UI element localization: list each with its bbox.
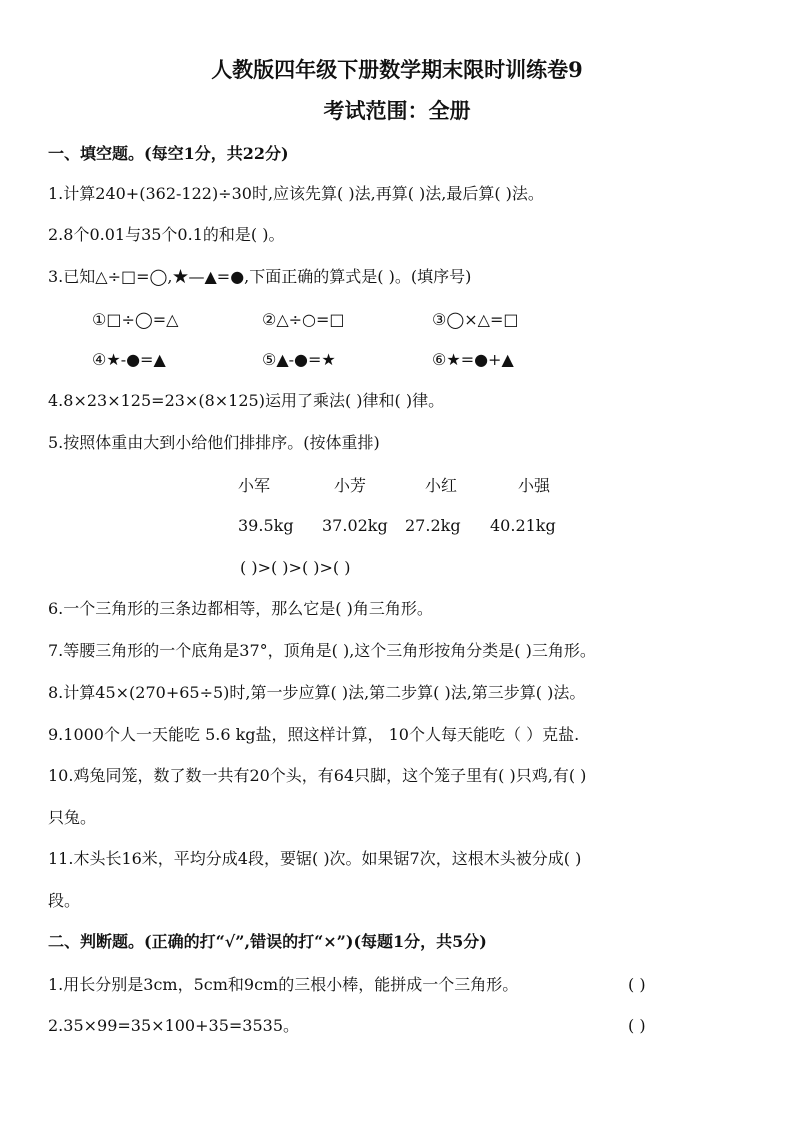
option-1: ①□÷◯=△ xyxy=(92,310,179,329)
section-2-heading: 二、判断题。(正确的打“√”,错误的打“×”)(每题1分，共5分) xyxy=(48,932,487,951)
question-1-5: 5.按照体重由大到小给他们排排序。(按体重排) xyxy=(48,433,380,452)
option-2: ②△÷○=□ xyxy=(262,310,345,329)
option-3: ③◯×△=□ xyxy=(432,310,519,329)
question-1-10: 10.鸡兔同笼，数了数一共有20个头，有64只脚，这个笼子里有( )只鸡,有( ) xyxy=(48,766,587,785)
weight-xiaofang: 37.02kg xyxy=(322,516,388,535)
name-xiaohong: 小红 xyxy=(425,476,458,495)
weight-xiaohong: 27.2kg xyxy=(405,516,461,535)
question-1-10-cont: 只兔。 xyxy=(48,808,97,827)
weight-xiaoqiang: 40.21kg xyxy=(490,516,556,535)
question-1-9: 9.1000个人一天能吃 5.6 kg盐，照这样计算， 10个人每天能吃（ ）克盐. xyxy=(48,725,580,744)
name-xiaojun: 小军 xyxy=(238,476,271,495)
answer-blank-2-1: ( ) xyxy=(628,975,646,994)
question-1-7: 7.等腰三角形的一个底角是37°，顶角是( ),这个三角形按角分类是( )三角形。 xyxy=(48,641,596,660)
question-1-6: 6.一个三角形的三条边都相等，那么它是( )角三角形。 xyxy=(48,599,433,618)
question-2-2: 2.35×99=35×100+35=3535。 xyxy=(48,1016,299,1035)
question-1-11-cont: 段。 xyxy=(48,891,81,910)
answer-blank-2-2: ( ) xyxy=(628,1016,646,1035)
order-blanks: ( )>( )>( )>( ) xyxy=(240,558,351,577)
question-1-1: 1.计算240+(362-122)÷30时,应该先算( )法,再算( )法,最后算( )法。 xyxy=(48,184,544,203)
page-title: 人教版四年级下册数学期末限时训练卷9 xyxy=(211,57,583,82)
name-xiaoqiang: 小强 xyxy=(518,476,551,495)
name-xiaofang: 小芳 xyxy=(334,476,367,495)
page-subtitle: 考试范围：全册 xyxy=(323,98,471,123)
option-6: ⑥★=●+▲ xyxy=(432,350,514,369)
question-1-4: 4.8×23×125=23×(8×125)运用了乘法( )律和( )律。 xyxy=(48,391,445,410)
question-1-3: 3.已知△÷□=◯,★—▲=●,下面正确的算式是( )。(填序号) xyxy=(48,267,472,286)
weight-xiaojun: 39.5kg xyxy=(238,516,294,535)
question-1-2: 2.8个0.01与35个0.1的和是( )。 xyxy=(48,225,285,244)
question-1-8: 8.计算45×(270+65÷5)时,第一步应算( )法,第二步算( )法,第三步算( )法。 xyxy=(48,683,586,702)
question-1-11: 11.木头长16米，平均分成4段，要锯( )次。如果锯7次，这根木头被分成( ) xyxy=(48,849,582,868)
section-1-heading: 一、填空题。(每空1分，共22分) xyxy=(48,144,289,163)
option-5: ⑤▲-●=★ xyxy=(262,350,336,369)
question-2-1: 1.用长分别是3cm，5cm和9cm的三根小棒，能拼成一个三角形。 xyxy=(48,975,519,994)
option-4: ④★-●=▲ xyxy=(92,350,166,369)
